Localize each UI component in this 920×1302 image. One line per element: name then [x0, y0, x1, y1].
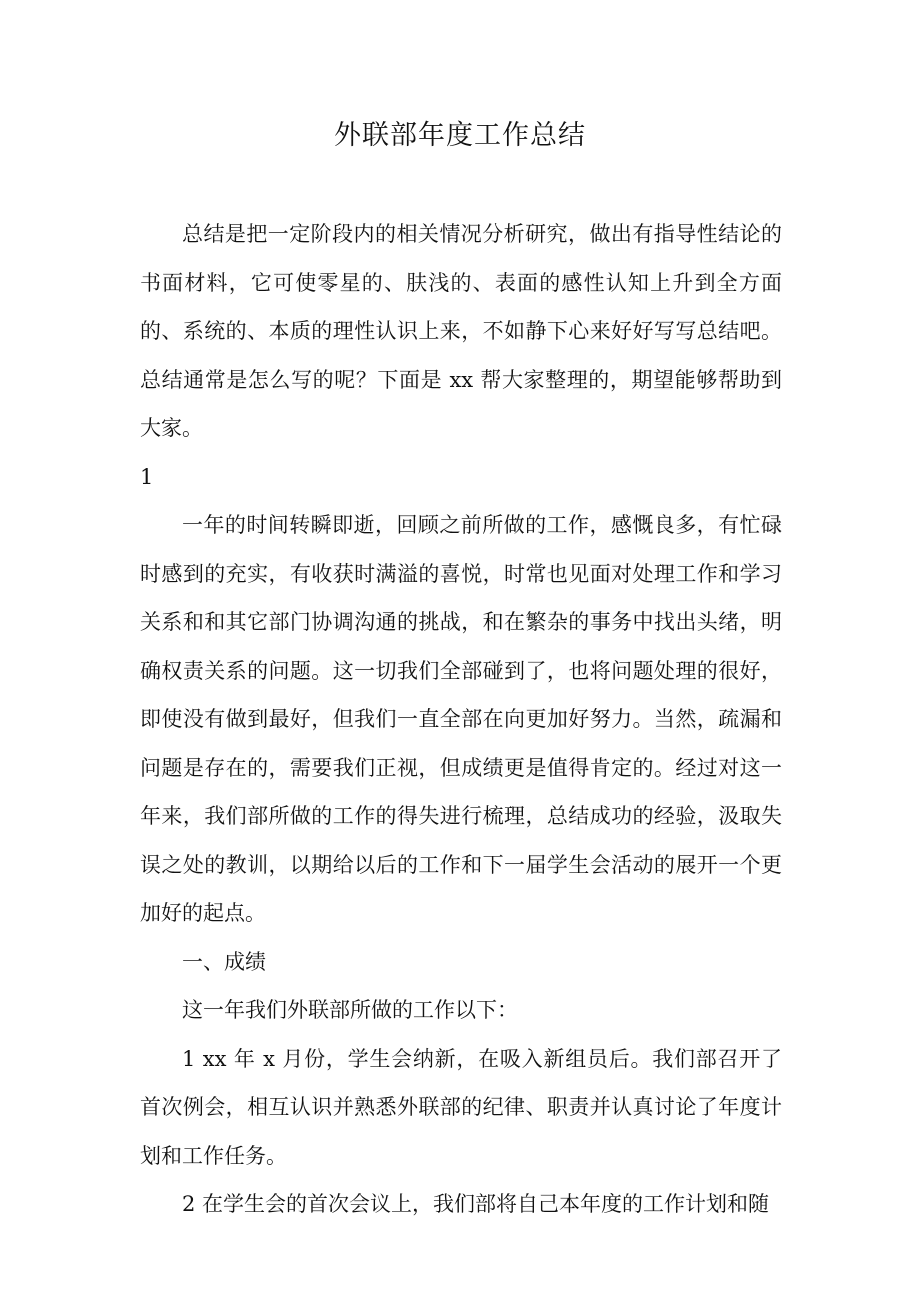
section-heading-achievements: 一、成绩	[182, 949, 266, 974]
paragraph-work-intro: 这一年我们外联部所做的工作以下：	[182, 998, 518, 1022]
document-body	[140, 210, 782, 1229]
paragraph-number: 1	[140, 464, 154, 489]
paragraph-item-2: 2 在学生会的首次会议上，我们部将自己本年度的工作计划和随	[182, 1192, 770, 1216]
paragraph-intro: 总结是把一定阶段内的相关情况分析研究，做出有指导性结论的书面材料，它可使零星的、肤浅的、表面的感性认知上升到全方面的、系统的、本质的理性认识上来，不如静下心来好好写写总结吧。总结通常是怎么写的呢？下面是 xx 帮大家整理的，期望能够帮助到大家。	[140, 222, 782, 440]
paragraph-review: 一年的时间转瞬即逝，回顾之前所做的工作，感慨良多，有忙碌时感到的充实，有收获时满溢的喜悦，时常也见面对处理工作和学习关系和和其它部门协调沟通的挑战，和在繁杂的事务中找出头绪，明确权责关系的问题。这一切我们全部碰到了，也将问题处理的很好，即使没有做到最好，但我们一直全部在向更加好努力。当然，疏漏和问题是存在的，需要我们正视，但成绩更是值得肯定的。经过对这一年来，我们部所做的工作的得失进行梳理，总结成功的经验，汲取失误之处的教训，以期给以后的工作和下一届学生会活动的展开一个更加好的起点。	[140, 513, 782, 925]
document-title: 外联部年度工作总结	[334, 120, 586, 151]
paragraph-item-1: 1 xx 年 x 月份，学生会纳新，在吸入新组员后。我们部召开了首次例会，相互认识并熟悉外联部的纪律、职责并认真讨论了年度计划和工作任务。	[140, 1046, 782, 1168]
